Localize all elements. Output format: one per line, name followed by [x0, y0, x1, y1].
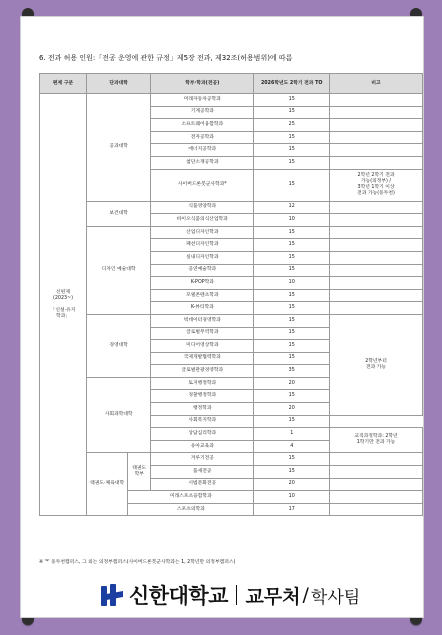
to-cell: 4 [254, 440, 330, 453]
to-cell: 15 [254, 390, 330, 403]
table-row [40, 94, 423, 107]
to-cell: 15 [254, 264, 330, 277]
college-cell: 태권도·체육대학 [87, 453, 128, 516]
note-line: 1학기만 전과 가능 [356, 440, 396, 446]
to-cell: 10 [254, 277, 330, 290]
note-cell [330, 144, 423, 157]
note-line: 「신설·유지 [50, 307, 76, 313]
university-logo [99, 580, 360, 610]
note-cell [330, 94, 423, 107]
note-cell [330, 277, 423, 290]
dept-cell: 바이오식품의식산업학과 [151, 214, 254, 227]
note-cell [330, 119, 423, 132]
note-cell [330, 503, 423, 516]
note-line: 전과 가능 [366, 364, 387, 370]
note-cell [330, 169, 423, 201]
note-cell [330, 428, 423, 453]
note-cell [330, 289, 423, 302]
note-cell [330, 239, 423, 252]
dept-cell: 유아교육과 [151, 440, 254, 453]
section-heading: 6. 전과 허용 인원:「전공 운영에 관한 규정」제5장 전과, 제32조(허용범위)에 따름 [39, 54, 293, 62]
note-cell [330, 491, 423, 504]
dept-cell: 시범문화전공 [151, 478, 254, 491]
dept-cell: 경찰행정학과 [151, 390, 254, 403]
to-cell: 15 [254, 144, 330, 157]
note-line: 2학년부터 [365, 358, 387, 364]
to-cell: 15 [254, 94, 330, 107]
note-cell [330, 156, 423, 169]
dept-cell: 식품영양학과 [151, 201, 254, 214]
dept-cell: 미디어영상학과 [151, 340, 254, 353]
dept-cell: 글로벌관광경영학과 [151, 365, 254, 378]
note-cell [330, 106, 423, 119]
to-cell: 20 [254, 478, 330, 491]
to-cell: 10 [254, 214, 330, 227]
note-line: 전과 가능(동두천) [357, 191, 395, 197]
sub-college-cell: 태권도 학부 [128, 453, 151, 491]
header-to: 2026학년도 2학기 전과 TO [254, 74, 330, 94]
dept-cell: 스포츠의학과 [128, 503, 254, 516]
dept-cell: 미래자동차공학과 [151, 94, 254, 107]
note-cell [330, 264, 423, 277]
college-cell: 공과대학 [87, 94, 151, 202]
dept-cell: 품새전공 [151, 466, 254, 479]
to-cell: 20 [254, 377, 330, 390]
dept-cell: 글로벌무역학과 [151, 327, 254, 340]
to-cell: 12 [254, 201, 330, 214]
dept-cell: 국제개발협력학과 [151, 352, 254, 365]
to-cell: 15 [254, 131, 330, 144]
dept-cell: 모델콘텐츠학과 [151, 289, 254, 302]
to-cell: 15 [254, 314, 330, 327]
dept-cell: 기계공학과 [151, 106, 254, 119]
dept-cell: 전자공학과 [151, 131, 254, 144]
dept-cell: 소프트웨어융합학과 [151, 119, 254, 132]
logo-university-name: 신한대학교 [129, 584, 228, 608]
note-cell [330, 453, 423, 466]
note-line: (2023~) [53, 295, 73, 301]
header-system: 편제 구분 [40, 74, 87, 94]
logo-team: 학사팀 [310, 587, 361, 608]
dept-cell: K-뷰티학과 [151, 302, 254, 315]
note-cell [330, 226, 423, 239]
dept-cell: 에너지공학과 [151, 144, 254, 157]
dept-cell: 미래스포츠융합학과 [128, 491, 254, 504]
campus-footnote: ※ '*' 동두천캠퍼스, 그 외는 의정부캠퍼스(사이버드론봇군사학과는 1, 2학년만 의정부캠퍼스) [39, 560, 236, 565]
to-cell: 15 [254, 352, 330, 365]
dept-cell: K-POP학과 [151, 277, 254, 290]
to-cell: 15 [254, 239, 330, 252]
logo-department: 교무처 [245, 585, 301, 608]
dept-cell: 사이버드론봇군사학과* [151, 169, 254, 201]
note-line: 2학년 2학기 전과 [357, 173, 395, 179]
college-cell: 보건대학 [87, 201, 151, 226]
college-cell: 디자인 예술대학 [87, 226, 151, 314]
logo-slash: / [302, 584, 309, 606]
document-sheet [20, 16, 424, 618]
note-cell [330, 314, 423, 415]
to-cell: 35 [254, 365, 330, 378]
to-cell: 15 [254, 289, 330, 302]
header-dept: 학부·학과(전공) [151, 74, 254, 94]
note-cell [330, 478, 423, 491]
note-line: 교직과정학과: 2학년 [354, 434, 398, 440]
table-row [40, 226, 423, 239]
note-cell [330, 466, 423, 479]
note-line: 신편제 [56, 289, 70, 295]
dept-cell: 행정학과 [151, 403, 254, 416]
to-cell: 15 [254, 327, 330, 340]
note-cell [330, 201, 423, 214]
dept-cell: 산업디자인학과 [151, 226, 254, 239]
dept-cell: 공연예술학과 [151, 264, 254, 277]
to-cell: 1 [254, 428, 330, 441]
transfer-quota-table [39, 73, 423, 516]
college-cell: 사회과학대학 [87, 377, 151, 453]
note-line: 3학년 1학기 이상 [357, 185, 395, 191]
header-note: 비고 [330, 74, 423, 94]
note-cell [330, 251, 423, 264]
dept-cell: 실내디자인학과 [151, 251, 254, 264]
dept-cell: 토지행정학과 [151, 377, 254, 390]
to-cell: 17 [254, 503, 330, 516]
system-cell [40, 94, 87, 516]
table-row [40, 453, 423, 466]
table-row [40, 314, 423, 327]
to-cell: 15 [254, 466, 330, 479]
dept-cell: 첨단소재공학과 [151, 156, 254, 169]
to-cell: 15 [254, 340, 330, 353]
dept-cell: 빅데이터경영학과 [151, 314, 254, 327]
note-line: 학과」 [55, 313, 71, 319]
note-cell [330, 131, 423, 144]
to-cell: 15 [254, 415, 330, 428]
dept-cell: 사회복지학과 [151, 415, 254, 428]
to-cell: 15 [254, 453, 330, 466]
note-cell [330, 302, 423, 315]
to-cell: 15 [254, 169, 330, 201]
to-cell: 25 [254, 119, 330, 132]
dept-cell: 패션디자인학과 [151, 239, 254, 252]
header-college: 단과대학 [87, 74, 151, 94]
note-line: 가능(의정부) / [361, 179, 392, 185]
note-cell [330, 214, 423, 227]
to-cell: 15 [254, 226, 330, 239]
to-cell: 15 [254, 302, 330, 315]
to-cell: 10 [254, 491, 330, 504]
university-mark-icon [99, 582, 125, 608]
college-cell: 경영대학 [87, 314, 151, 377]
table-row [40, 201, 423, 214]
dept-cell: 겨루기전공 [151, 453, 254, 466]
dept-cell: 상담심리학과 [151, 428, 254, 441]
to-cell: 15 [254, 251, 330, 264]
to-cell: 20 [254, 403, 330, 416]
to-cell: 15 [254, 156, 330, 169]
logo-divider [236, 585, 238, 605]
table-header-row [40, 74, 423, 94]
to-cell: 15 [254, 106, 330, 119]
